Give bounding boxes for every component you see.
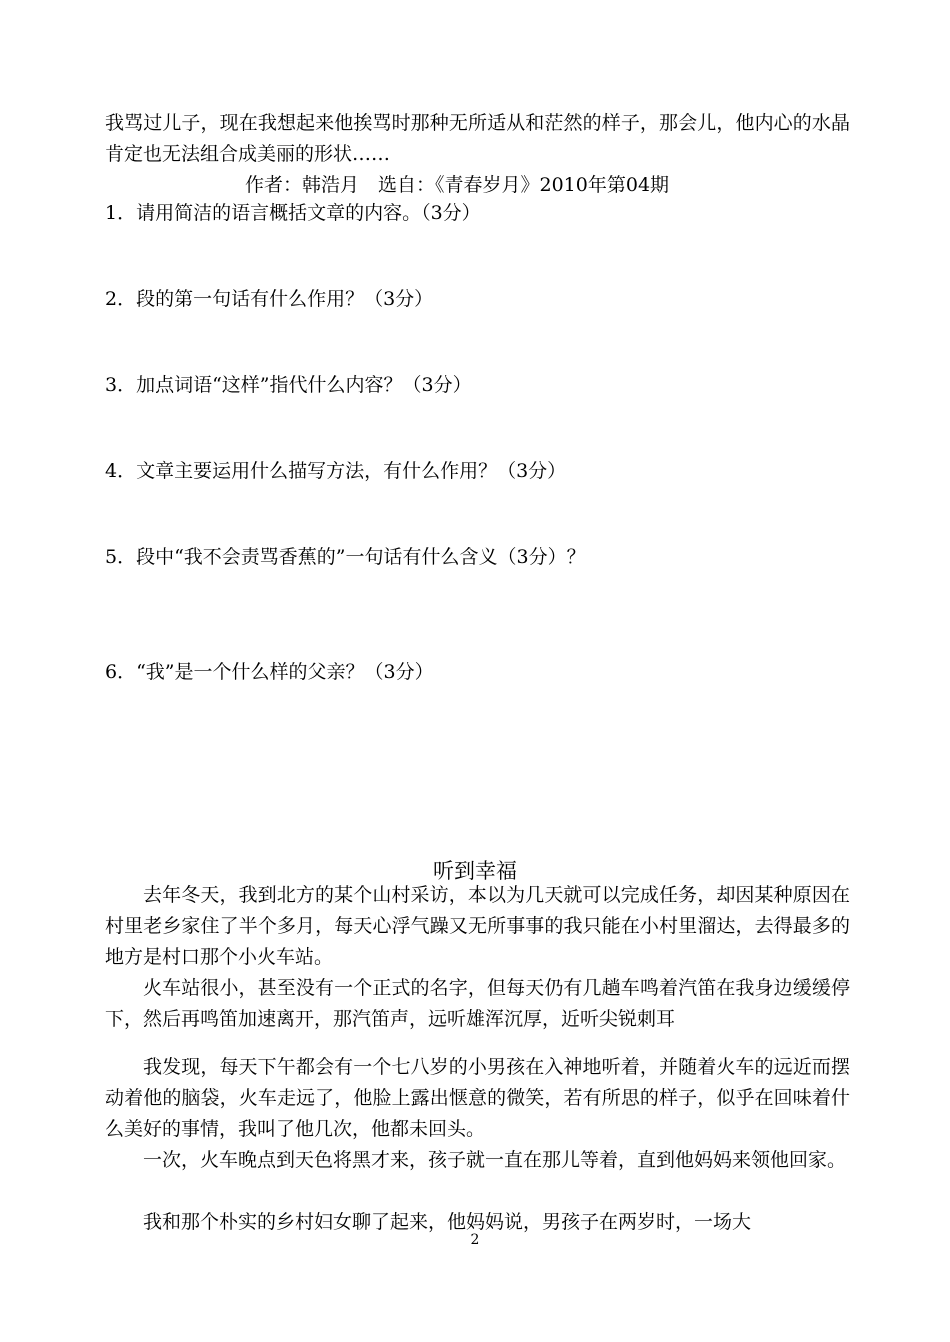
page-number: 2 xyxy=(470,1232,480,1248)
question-6: 6．“我”是一个什么样的父亲？（3分） xyxy=(105,661,434,683)
story-title: 听到幸福 xyxy=(433,859,517,883)
story-paragraph: 我发现，每天下午都会有一个七八岁的小男孩在入神地听着，并随着火车的远近而摆动着他的脑袋，火车走远了，他脸上露出惬意的微笑，若有所思的样子，似乎在回味着什么美好的事情，我叫了他几次，他都未回头。 xyxy=(105,1056,850,1140)
intro-paragraph: 我骂过儿子，现在我想起来他挨骂时那种无所适从和茫然的样子，那会儿，他内心的水晶肯定也无法组合成美丽的形状…… xyxy=(105,112,850,165)
source-line: 作者：韩浩月 选自：《青春岁月》2010年第04期 xyxy=(245,174,670,196)
story-paragraph: 火车站很小，甚至没有一个正式的名字，但每天仍有几趟车鸣着汽笛在我身边缓缓停下，然后再鸣笛加速离开，那汽笛声，远听雄浑沉厚，近听尖锐刺耳 xyxy=(105,977,850,1030)
story-paragraph: 我和那个朴实的乡村妇女聊了起来，他妈妈说，男孩子在两岁时，一场大 xyxy=(143,1211,752,1233)
story-paragraph: 一次，火车晚点到天色将黑才来，孩子就一直在那儿等着，直到他妈妈来领他回家。 xyxy=(143,1149,847,1171)
story-paragraph: 去年冬天，我到北方的某个山村采访，本以为几天就可以完成任务，却因某种原因在村里老乡家住了半个多月，每天心浮气躁又无所事事的我只能在小村里溜达，去得最多的地方是村口那个小火车站。 xyxy=(105,884,850,968)
question-2: 2．段的第一句话有什么作用？（3分） xyxy=(105,288,434,310)
question-1: 1．请用简洁的语言概括文章的内容。（3分） xyxy=(105,202,481,224)
question-3: 3．加点词语“这样”指代什么内容？（3分） xyxy=(105,374,472,396)
question-4: 4．文章主要运用什么描写方法，有什么作用？（3分） xyxy=(105,460,567,482)
question-5: 5．段中“我不会责骂香蕉的”一句话有什么含义（3分）？ xyxy=(105,546,586,568)
